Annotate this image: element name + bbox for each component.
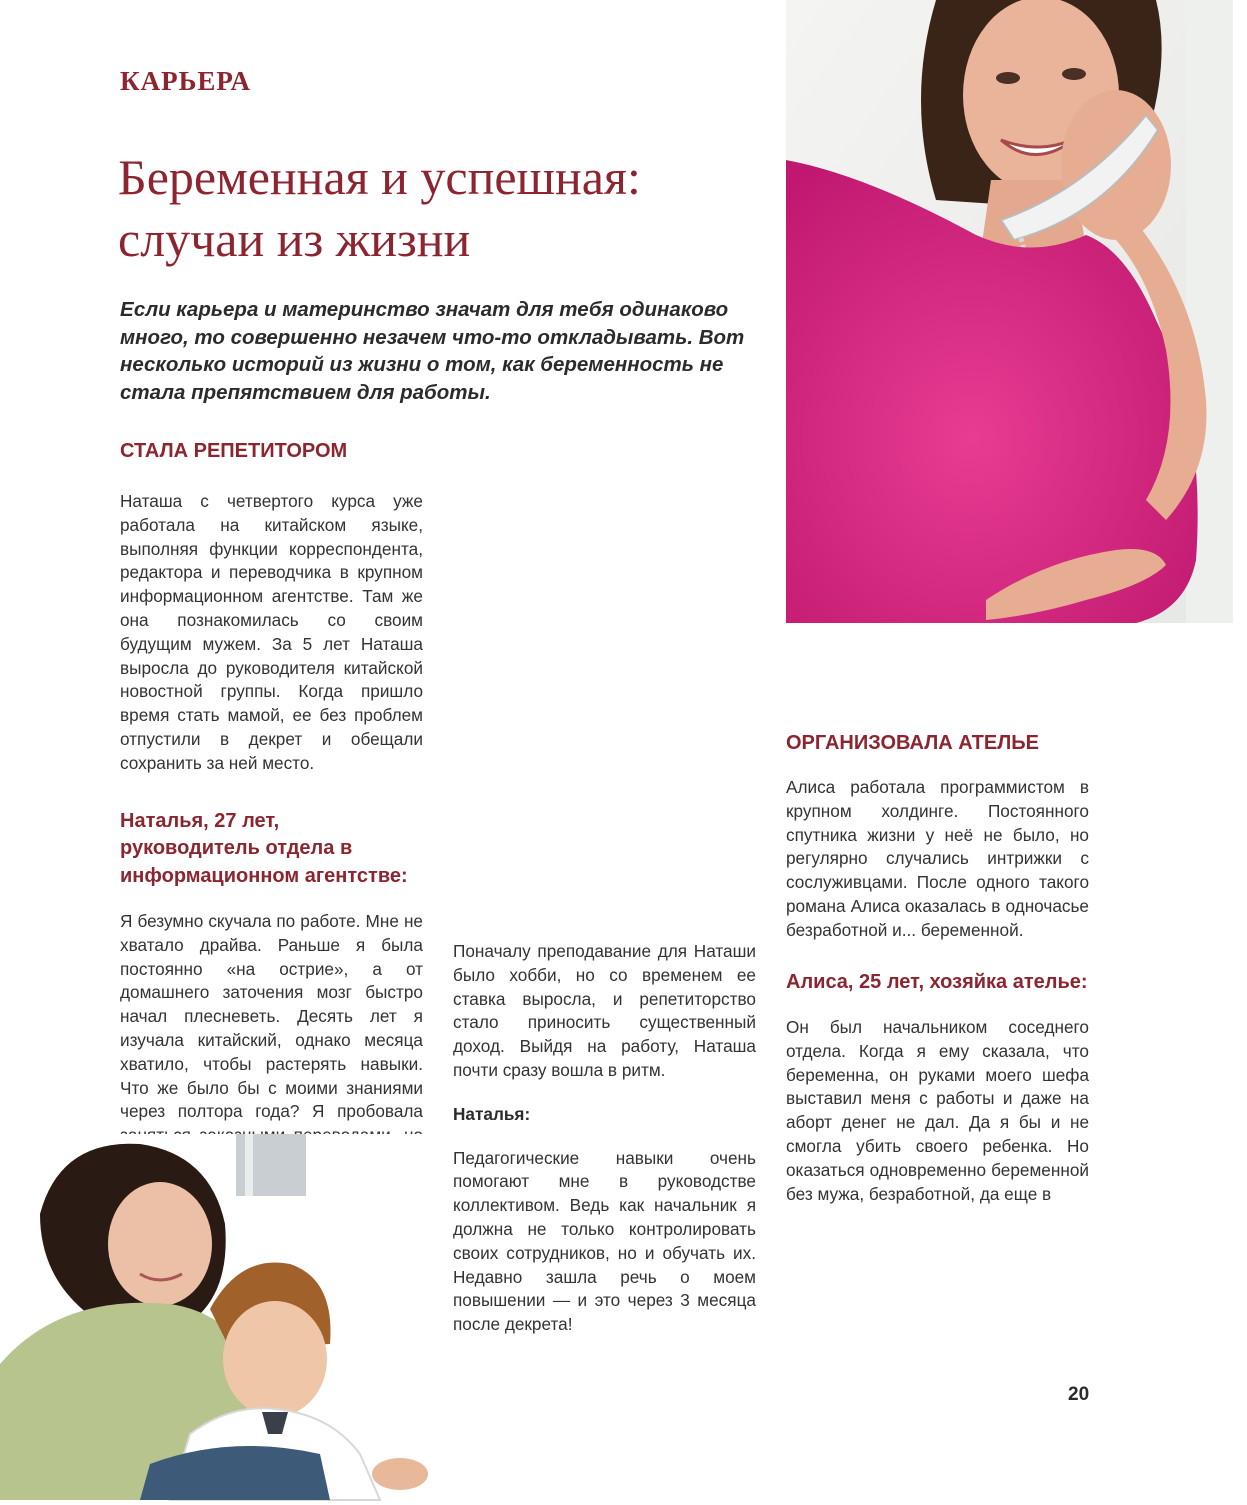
headline-line-2: случаи из жизни xyxy=(118,211,471,267)
article-lead: Если карьера и материнство значат для тебя одинаково много, то совершенно незачем что-то откладывать. Вот несколько историй из жизни о том, как беременность не стала препятствием для работы. xyxy=(120,298,745,404)
story1-intro: Наташа с четвертого курса уже работала на китайском языке, выполняя функции корреспондента, редактора и переводчика в крупном информационном агентстве. Там же она познакомилась со своим будущим мужем. За 5 лет Наташа выросла до руководителя китайской новостной группы. Когда пришло время стать мамой, ее без проблем отпустили в декрет и обещали сохранить за ней место. xyxy=(120,491,423,773)
column-1 xyxy=(120,438,423,1122)
story2-intro: Алиса работала программистом в крупном холдинге. Постоянного спутника жизни у неё не было, но регулярно случались интрижки с сослуживцами. После одного такого романа Алиса оказалась в одночасье безработной и... беременной. xyxy=(786,777,1089,940)
story2-heading: ОРГАНИЗОВАЛА АТЕЛЬЕ xyxy=(786,732,1039,754)
column-2 xyxy=(453,444,756,1335)
pregnant-woman-phone-photo xyxy=(786,0,1233,623)
story1-speaker: Наталья: xyxy=(453,1103,531,1124)
story1-quote-continuation xyxy=(453,444,756,920)
story2-quote-heading: Алиса, 25 лет, хозяйка ателье: xyxy=(786,970,1088,993)
story1-quote-end xyxy=(786,656,1089,704)
story1-quote-part2: Педагогические навыки очень помогают мне в руководстве коллективом. Ведь как начальник я должна не только контролировать своих сотрудников, но и обучать их. Недавно зашла речь о моем повышении — и это через 3 месяца после декрета! xyxy=(453,1147,756,1335)
story2-quote: Он был начальником соседнего отдела. Когда я ему сказала, что беременна, он руками моего шефа выставил меня с работы и даже на аборт денег не дал. Да я бы и не смогла убить своего ребенка. Но оказаться одновременно беременной без мужа, безработной, да еще в xyxy=(786,1017,1089,1204)
story1-quote-heading: Наталья, 27 лет, руководитель отдела в информационном агентстве: xyxy=(120,809,408,887)
article-headline xyxy=(118,146,778,270)
story1-narrative: Поначалу преподавание для Наташи было хобби, но со временем ее ставка выросла, и репетиторство стало приносить существенный доход. Выйдя на работу, Наташа почти сразу вошла в ритм. xyxy=(453,941,756,1080)
section-label: КАРЬЕРА xyxy=(120,66,251,96)
page-number: 20 xyxy=(1068,1384,1090,1405)
mother-and-son-photo xyxy=(0,1134,425,1500)
story1-heading: СТАЛА РЕПЕТИТОРОМ xyxy=(120,440,348,462)
story1-quote-part1: Я безумно скучала по работе. Мне не хватало драйва. Раньше я была постоянно «на острие», а от домашнего заточения мозг быстро начал плесневеть. Десять лет я изучала китайский, однако месяца хватило, чтобы растерять навыки. Что же было бы с моими знаниями через полтора года? Я пробовала xyxy=(120,911,423,1122)
column-3 xyxy=(786,656,1089,1206)
headline-line-1: Беременная и успешная: xyxy=(118,149,641,205)
